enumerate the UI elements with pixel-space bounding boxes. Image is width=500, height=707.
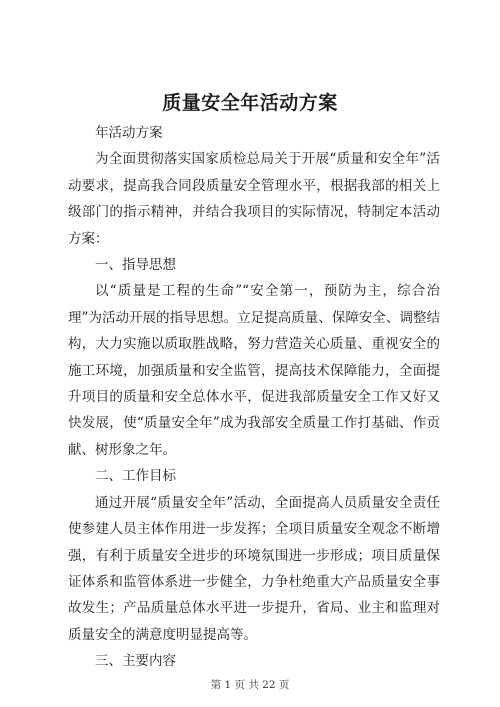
section-body-guiding-ideology: 以“质量是工程的生命”“安全第一，预防为主，综合治理”为活动开展的指导思想。立足提高质量、保障安全、调整结构，大力实施以质取胜战略，努力营造关心质量、重视安全的施工环境，加强质量和安全监管，提高技术保障能力，全面提升项目的质量和安全总体水平，促进我部质量安全工作又好又快发展，使“质量安全年”成为我部安全质量工作打基础、作贡献、树形象之年。 — [68, 283, 440, 458]
document-body — [68, 120, 440, 675]
document-subtitle: 年活动方案 — [95, 125, 163, 141]
section-heading-guiding-ideology: 一、指导思想 — [95, 257, 176, 274]
page-number-footer: 第 1 页 共 22 页 — [210, 679, 290, 691]
section-heading-work-goals: 二、工作目标 — [95, 468, 176, 485]
section-body-work-goals: 通过开展“质量安全年”活动，全面提高人员质量安全责任使参建人员主体作用进一步发挥；全项目质量安全观念不断增强，有利于质量安全进步的环境氛围进一步形成；项目质量保证体系和监管体系进一步健全，力争杜绝重大产品质量安全事故发生；产品质量总体水平进一步提升，省局、业主和监理对质量安全的满意度明显提高等。 — [68, 494, 440, 643]
intro-paragraph: 为全面贯彻落实国家质检总局关于开展“质量和安全年”活动要求，提高我合同段质量安全管理水平，根据我部的相关上级部门的指示精神，并结合我项目的实际情况，特制定本活动方案： — [68, 151, 440, 247]
document-title: 质量安全年活动方案 — [162, 92, 338, 114]
section-heading-main-content: 三、主要内容 — [95, 653, 176, 670]
